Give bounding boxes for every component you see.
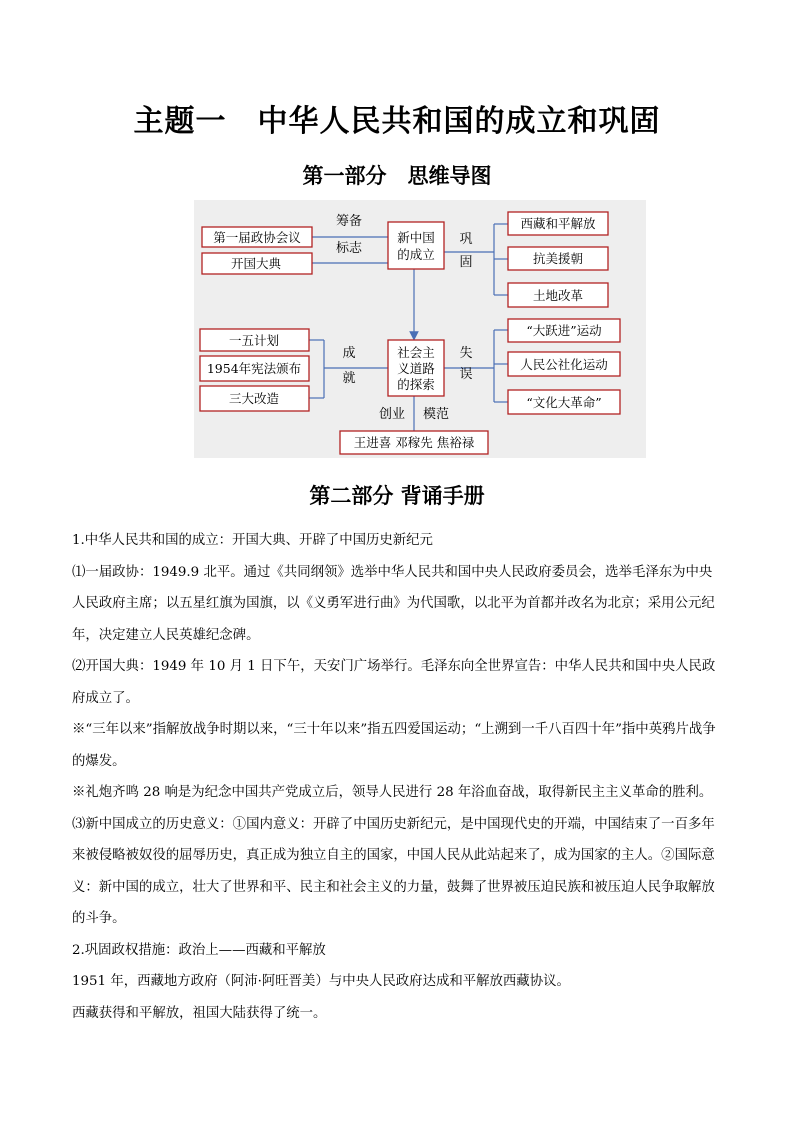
label-consolidate-1: 巩 xyxy=(459,232,473,247)
section-heading-handbook: 第二部分 背诵手册 xyxy=(309,484,485,508)
label-symbol: 标志 xyxy=(335,241,363,256)
center-top-2: 的成立 xyxy=(397,247,435,262)
left-bottom-1: 一五计划 xyxy=(228,333,280,348)
center-bottom-3: 的探索 xyxy=(397,377,435,392)
mind-map xyxy=(194,200,646,458)
label-mistake-2: 误 xyxy=(459,367,473,382)
center-bottom-1: 社会主 xyxy=(397,345,435,360)
paragraph: ※“三年以来”指解放战争时期以来，“三十年以来”指五四爱国运动；“上溯到一千八百四十年”指中英鸦片战争的爆发。 xyxy=(72,722,716,769)
label-consolidate-2: 固 xyxy=(459,255,473,270)
left-top-1: 第一届政协会议 xyxy=(213,230,301,245)
paragraph: ⑶新中国成立的历史意义：①国内意义：开辟了中国历史新纪元，是中国现代史的开端，中国结束了一百多年来被侵略被奴役的屈辱历史，真正成为独立自主的国家，中国人民从此站起来了，成为国家的主人。②国际意义：新中国的成立，壮大了世界和平、民主和社会主义的力量，鼓舞了世界被压迫民族和被压迫人民争取解放的斗争。 xyxy=(72,816,715,926)
paragraph: ※礼炮齐鸣 28 响是为纪念中国共产党成立后，领导人民进行 28 年浴血奋战，取得新民主主义革命的胜利。 xyxy=(72,785,713,800)
paragraph: ⑴一届政协：1949.9 北平。通过《共同纲领》选举中华人民共和国中央人民政府委员会，选举毛泽东为中央人民政府主席；以五星红旗为国旗，以《义勇军进行曲》为代国歌，以北平为首都并改名为北京；采用公元纪年，决定建立人民英雄纪念碑。 xyxy=(72,564,715,643)
right-bottom-2: 人民公社化运动 xyxy=(520,357,608,372)
right-bottom-1: “大跃进”运动 xyxy=(526,323,602,338)
label-achieve-1: 成 xyxy=(342,346,356,361)
right-top-1: 西藏和平解放 xyxy=(520,216,596,231)
center-top-1: 新中国 xyxy=(397,230,435,245)
paragraph: ⑵开国大典：1949 年 10 月 1 日下午，天安门广场举行。毛泽东向全世界宣告：中华人民共和国中央人民政府成立了。 xyxy=(72,659,716,706)
label-prepare: 筹备 xyxy=(335,214,363,229)
paragraph: 1951 年，西藏地方政府（阿沛·阿旺晋美）与中央人民政府达成和平解放西藏协议。 xyxy=(72,974,570,989)
right-bottom-3: “文化大革命” xyxy=(526,395,602,410)
left-bottom-3: 三大改造 xyxy=(228,391,280,406)
center-bottom-2: 义道路 xyxy=(397,361,435,376)
section-heading-mindmap: 第一部分 思维导图 xyxy=(302,164,492,188)
right-top-2: 抗美援朝 xyxy=(532,251,584,266)
handbook-content xyxy=(72,525,724,1029)
label-pioneer: 创业 xyxy=(378,407,406,422)
left-bottom-2: 1954年宪法颁布 xyxy=(206,361,302,376)
bottom-models: 王进喜 邓稼先 焦裕禄 xyxy=(353,435,475,450)
paragraph: 1.中华人民共和国的成立：开国大典、开辟了中国历史新纪元 xyxy=(72,533,433,548)
left-top-2: 开国大典 xyxy=(231,256,282,271)
label-model: 模范 xyxy=(422,407,450,422)
paragraph: 西藏获得和平解放，祖国大陆获得了统一。 xyxy=(72,1005,327,1021)
label-mistake-1: 失 xyxy=(459,346,473,361)
right-top-3: 土地改革 xyxy=(532,288,584,303)
paragraph: 2.巩固政权措施：政治上——西藏和平解放 xyxy=(72,942,326,958)
page-title: 主题一 中华人民共和国的成立和巩固 xyxy=(133,104,661,139)
label-achieve-2: 就 xyxy=(342,371,356,386)
